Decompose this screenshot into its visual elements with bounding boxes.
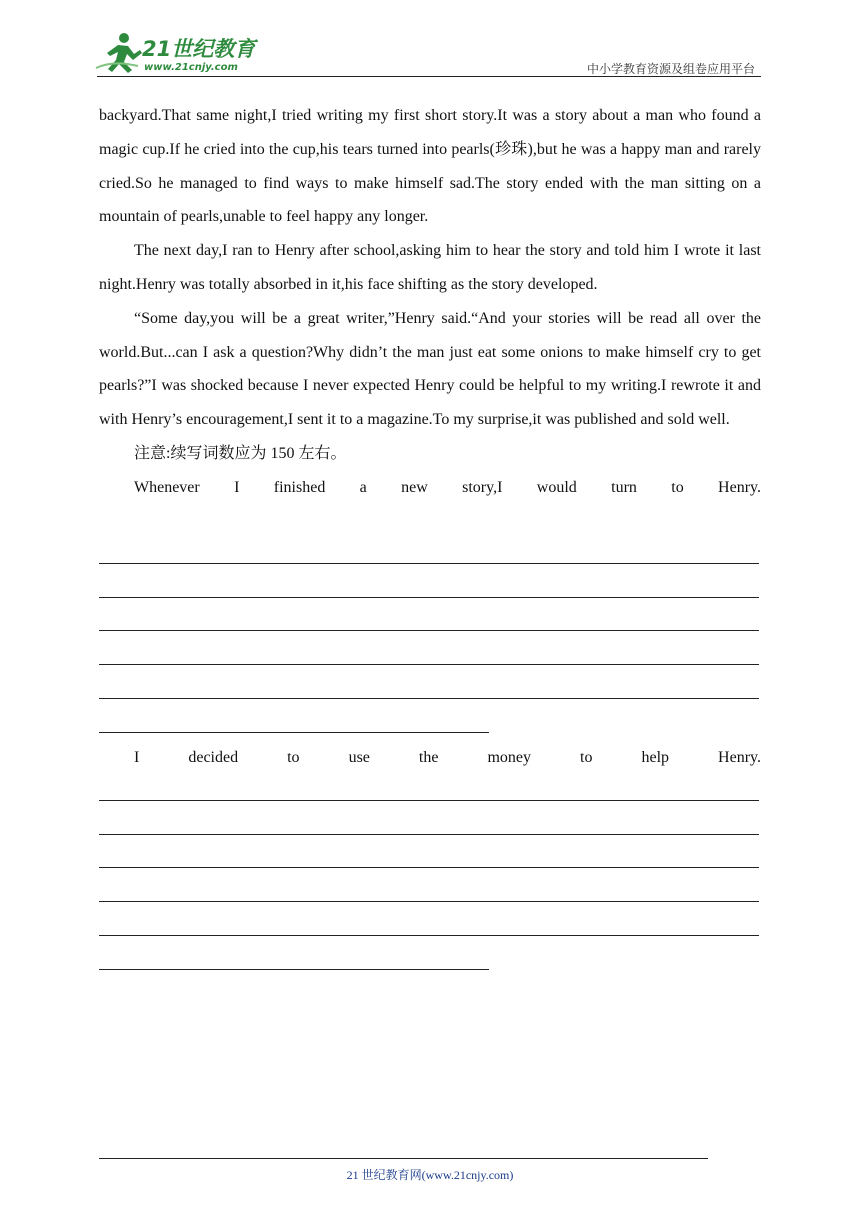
answer-lines-1 bbox=[99, 530, 759, 733]
answer-line bbox=[99, 631, 759, 665]
answer-line bbox=[99, 936, 489, 970]
paragraph-3: “Some day,you will be a great writer,”Henry said.“And your stories will be read all over the world.But...can I ask a question?Why didn’t the man just eat some onions to make himself cry to get pearls?”I was shocked because I never expected Henry could be helpful to my writing.I rewrote it and with Henry’s encouragement,I sent it to a magazine.To my surprise,it was published and sold well. bbox=[99, 309, 761, 429]
answer-line bbox=[99, 835, 759, 869]
answer-line bbox=[99, 902, 759, 936]
logo-url: www.21cnjy.com bbox=[144, 62, 238, 73]
word-count-note: 注意:续写词数应为 150 左右。 bbox=[134, 444, 347, 462]
header-divider bbox=[97, 76, 761, 77]
footer-text: 21 世纪教育网(www.21cnjy.com) bbox=[346, 1168, 514, 1182]
answer-line bbox=[99, 767, 759, 801]
answer-line bbox=[99, 868, 759, 902]
answer-line bbox=[99, 665, 759, 699]
continuation-prompt-2: I decided to use the money to help Henry. bbox=[134, 749, 761, 766]
answer-line bbox=[99, 598, 759, 632]
answer-lines-2 bbox=[99, 767, 759, 970]
paragraph-1: backyard.That same night,I tried writing my first short story.It was a story about a man who found a magic cup.If he cried into the cup,his tears turned into pearls(珍珠),but he was a happy man and rarely cried.So he managed to find ways to make himself sad.The story ended with the man sitting on a mountain of pearls,unable to feel happy any longer. bbox=[99, 107, 761, 226]
answer-line bbox=[99, 530, 759, 564]
platform-caption: 中小学教育资源及组卷应用平台 bbox=[586, 62, 755, 76]
passage bbox=[99, 99, 761, 505]
page-header bbox=[0, 0, 860, 80]
answer-line bbox=[99, 699, 489, 733]
continuation-prompt-1: Whenever I finished a new story,I would turn to Henry. bbox=[134, 478, 761, 496]
answer-line bbox=[99, 801, 759, 835]
runner-logo-icon bbox=[94, 30, 146, 76]
site-logo bbox=[94, 30, 264, 78]
footer-divider bbox=[99, 1158, 708, 1159]
logo-title: 21世纪教育 bbox=[142, 37, 256, 61]
answer-line bbox=[99, 564, 759, 598]
paragraph-2: The next day,I ran to Henry after school,asking him to hear the story and told him I wrote it last night.Henry was totally absorbed in it,his face shifting as the story developed. bbox=[99, 242, 761, 293]
